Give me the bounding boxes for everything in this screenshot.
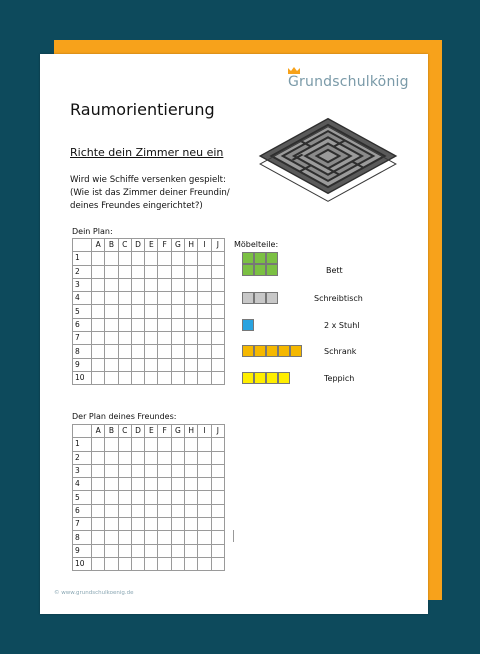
grid-cell[interactable] (92, 557, 105, 570)
grid-cell[interactable] (185, 491, 198, 504)
row-header: 7 (73, 332, 92, 345)
column-header: E (145, 425, 158, 438)
grid-cell[interactable] (145, 504, 158, 517)
grid-cell[interactable] (145, 491, 158, 504)
grid-cell[interactable] (92, 265, 105, 278)
grid-cell[interactable] (131, 557, 144, 570)
grid-cell[interactable] (131, 252, 144, 265)
bett-piece (242, 252, 278, 276)
grid-cell[interactable] (118, 332, 131, 345)
row-header: 4 (73, 292, 92, 305)
teppich-piece (242, 372, 290, 384)
grid-cell[interactable] (118, 265, 131, 278)
grid-cell[interactable] (158, 332, 171, 345)
grid-cell[interactable] (131, 265, 144, 278)
grid-cell[interactable] (171, 504, 184, 517)
grid-cell[interactable] (105, 292, 118, 305)
grid-cell[interactable] (131, 451, 144, 464)
grid-cell[interactable] (131, 478, 144, 491)
grid-cell[interactable] (198, 544, 211, 557)
grid-cell[interactable] (105, 345, 118, 358)
grid-cell[interactable] (118, 531, 131, 544)
grid-row (73, 491, 225, 504)
grid-cell[interactable] (211, 278, 224, 291)
plan1-grid (72, 238, 225, 385)
grid-cell[interactable] (105, 318, 118, 331)
grid-cell[interactable] (145, 358, 158, 371)
grid-cell[interactable] (211, 438, 224, 451)
schreibtisch-label: Schreibtisch (314, 294, 363, 303)
grid-row (73, 451, 225, 464)
grid-cell[interactable] (92, 358, 105, 371)
grid-cell[interactable] (158, 358, 171, 371)
grid-cell[interactable] (118, 278, 131, 291)
grid-cell[interactable] (118, 438, 131, 451)
grid-cell[interactable] (198, 531, 211, 544)
grid-cell[interactable] (158, 305, 171, 318)
grid-cell[interactable] (211, 292, 224, 305)
plan2-grid (72, 424, 225, 571)
grid-cell[interactable] (92, 318, 105, 331)
grid-cell[interactable] (92, 478, 105, 491)
grid-cell[interactable] (131, 318, 144, 331)
grid-cell[interactable] (185, 305, 198, 318)
grid-cell[interactable] (198, 438, 211, 451)
column-header: C (118, 239, 131, 252)
grid-cell[interactable] (171, 278, 184, 291)
grid-row (73, 544, 225, 557)
grid-row (73, 464, 225, 477)
grid-cell[interactable] (131, 278, 144, 291)
grid-row (73, 252, 225, 265)
grid-row (73, 292, 225, 305)
grid-cell[interactable] (158, 265, 171, 278)
plan1-header-row (73, 239, 225, 252)
grid-cell[interactable] (158, 318, 171, 331)
grid-corner-cell (73, 425, 92, 438)
grid-cell[interactable] (92, 332, 105, 345)
teppich-label: Teppich (324, 374, 355, 383)
grid-cell[interactable] (211, 332, 224, 345)
grid-cell[interactable] (118, 451, 131, 464)
grid-cell[interactable] (145, 292, 158, 305)
grid-cell[interactable] (158, 371, 171, 384)
grid-cell[interactable] (131, 332, 144, 345)
row-header: 10 (73, 371, 92, 384)
grid-cell[interactable] (158, 504, 171, 517)
grid-cell[interactable] (171, 491, 184, 504)
grid-cell[interactable] (198, 278, 211, 291)
grid-cell[interactable] (158, 518, 171, 531)
grid-cell[interactable] (118, 292, 131, 305)
text-cursor (233, 530, 234, 542)
schrank-label: Schrank (324, 347, 357, 356)
stuhl-label: 2 x Stuhl (324, 321, 360, 330)
grid-cell[interactable] (211, 464, 224, 477)
column-header: A (92, 425, 105, 438)
column-header: D (131, 425, 144, 438)
grid-cell[interactable] (171, 305, 184, 318)
column-header: G (171, 239, 184, 252)
column-header: D (131, 239, 144, 252)
row-header: 3 (73, 464, 92, 477)
grid-cell[interactable] (211, 345, 224, 358)
grid-cell[interactable] (158, 478, 171, 491)
plan2-header-row (73, 425, 225, 438)
grid-cell[interactable] (211, 557, 224, 570)
grid-cell[interactable] (211, 531, 224, 544)
grid-cell[interactable] (105, 358, 118, 371)
grid-cell[interactable] (171, 345, 184, 358)
grid-cell[interactable] (92, 252, 105, 265)
furniture-heading: Möbelteile: (234, 240, 279, 249)
grid-cell[interactable] (131, 305, 144, 318)
grid-cell[interactable] (145, 265, 158, 278)
grid-cell[interactable] (145, 305, 158, 318)
grid-cell[interactable] (145, 464, 158, 477)
grid-cell[interactable] (131, 292, 144, 305)
grid-cell[interactable] (105, 531, 118, 544)
grid-cell[interactable] (185, 318, 198, 331)
grid-cell[interactable] (198, 557, 211, 570)
row-header: 4 (73, 478, 92, 491)
grid-row (73, 478, 225, 491)
grid-cell[interactable] (92, 292, 105, 305)
row-header: 5 (73, 305, 92, 318)
grid-cell[interactable] (198, 371, 211, 384)
grid-cell[interactable] (158, 438, 171, 451)
grid-cell[interactable] (171, 544, 184, 557)
grid-cell[interactable] (105, 557, 118, 570)
column-header: C (118, 425, 131, 438)
grid-cell[interactable] (92, 504, 105, 517)
grid-cell[interactable] (92, 518, 105, 531)
grid-row (73, 518, 225, 531)
grid-row (73, 557, 225, 570)
grid-cell[interactable] (145, 478, 158, 491)
grid-cell[interactable] (145, 345, 158, 358)
grid-cell[interactable] (131, 358, 144, 371)
grid-cell[interactable] (158, 451, 171, 464)
row-header: 6 (73, 504, 92, 517)
grid-cell[interactable] (185, 371, 198, 384)
row-header: 8 (73, 345, 92, 358)
row-header: 1 (73, 252, 92, 265)
column-header: H (185, 239, 198, 252)
grid-cell[interactable] (171, 464, 184, 477)
grid-cell[interactable] (185, 265, 198, 278)
column-header: I (198, 425, 211, 438)
grid-cell[interactable] (118, 252, 131, 265)
grid-cell[interactable] (105, 518, 118, 531)
grid-cell[interactable] (198, 318, 211, 331)
grid-cell[interactable] (118, 504, 131, 517)
grid-cell[interactable] (211, 252, 224, 265)
grid-cell[interactable] (171, 292, 184, 305)
grid-cell[interactable] (131, 531, 144, 544)
grid-cell[interactable] (185, 504, 198, 517)
grid-cell[interactable] (105, 265, 118, 278)
grid-cell[interactable] (198, 332, 211, 345)
grid-cell[interactable] (185, 464, 198, 477)
grid-cell[interactable] (171, 358, 184, 371)
grid-cell[interactable] (145, 451, 158, 464)
row-header: 8 (73, 531, 92, 544)
grid-cell[interactable] (105, 332, 118, 345)
column-header: I (198, 239, 211, 252)
grid-cell[interactable] (92, 451, 105, 464)
grid-cell[interactable] (171, 318, 184, 331)
grid-cell[interactable] (171, 438, 184, 451)
grid-cell[interactable] (198, 518, 211, 531)
row-header: 5 (73, 491, 92, 504)
crown-icon (288, 67, 300, 74)
grid-cell[interactable] (185, 518, 198, 531)
grid-cell[interactable] (145, 531, 158, 544)
grid-cell[interactable] (185, 292, 198, 305)
grid-row (73, 358, 225, 371)
grid-cell[interactable] (185, 252, 198, 265)
grid-cell[interactable] (118, 518, 131, 531)
grid-cell[interactable] (211, 544, 224, 557)
grid-cell[interactable] (118, 371, 131, 384)
grid-cell[interactable] (171, 371, 184, 384)
grid-cell[interactable] (198, 358, 211, 371)
grid-cell[interactable] (185, 478, 198, 491)
grid-cell[interactable] (92, 464, 105, 477)
brand-logo: Grundschulkönig (288, 74, 409, 90)
grid-cell[interactable] (131, 544, 144, 557)
grid-cell[interactable] (118, 358, 131, 371)
column-header: J (211, 425, 224, 438)
worksheet-page (40, 54, 428, 614)
column-header: B (105, 425, 118, 438)
grid-cell[interactable] (131, 371, 144, 384)
column-header: G (171, 425, 184, 438)
grid-cell[interactable] (171, 332, 184, 345)
stuhl-piece (242, 319, 254, 331)
maze-illustration (250, 106, 400, 216)
column-header: H (185, 425, 198, 438)
grid-row (73, 265, 225, 278)
row-header: 2 (73, 451, 92, 464)
grid-cell[interactable] (171, 451, 184, 464)
row-header: 2 (73, 265, 92, 278)
row-header: 6 (73, 318, 92, 331)
row-header: 1 (73, 438, 92, 451)
grid-cell[interactable] (131, 464, 144, 477)
grid-cell[interactable] (158, 278, 171, 291)
grid-cell[interactable] (131, 345, 144, 358)
grid-cell[interactable] (105, 464, 118, 477)
grid-cell[interactable] (158, 464, 171, 477)
grid-cell[interactable] (158, 345, 171, 358)
grid-cell[interactable] (145, 332, 158, 345)
grid-cell[interactable] (171, 518, 184, 531)
schreibtisch-piece (242, 292, 278, 304)
instructions-text: Wird wie Schiffe versenken gespielt: (Wie ist das Zimmer deiner Freundin/ deines Freundes eingerichtet?) (70, 175, 230, 211)
grid-cell[interactable] (198, 265, 211, 278)
grid-row (73, 371, 225, 384)
grid-cell[interactable] (198, 464, 211, 477)
grid-cell[interactable] (158, 252, 171, 265)
grid-cell[interactable] (185, 358, 198, 371)
grid-cell[interactable] (118, 305, 131, 318)
grid-cell[interactable] (211, 371, 224, 384)
grid-cell[interactable] (198, 305, 211, 318)
grid-cell[interactable] (171, 557, 184, 570)
grid-cell[interactable] (105, 478, 118, 491)
page-subtitle: Richte dein Zimmer neu ein (70, 146, 224, 159)
grid-cell[interactable] (198, 504, 211, 517)
grid-cell[interactable] (105, 451, 118, 464)
grid-cell[interactable] (158, 292, 171, 305)
grid-cell[interactable] (92, 438, 105, 451)
grid-cell[interactable] (198, 491, 211, 504)
grid-cell[interactable] (211, 518, 224, 531)
grid-cell[interactable] (198, 252, 211, 265)
grid-cell[interactable] (171, 478, 184, 491)
grid-cell[interactable] (211, 265, 224, 278)
grid-cell[interactable] (118, 544, 131, 557)
grid-cell[interactable] (105, 504, 118, 517)
grid-cell[interactable] (145, 278, 158, 291)
grid-cell[interactable] (211, 491, 224, 504)
grid-cell[interactable] (105, 438, 118, 451)
grid-cell[interactable] (131, 438, 144, 451)
grid-cell[interactable] (185, 451, 198, 464)
grid-cell[interactable] (105, 491, 118, 504)
grid-cell[interactable] (198, 292, 211, 305)
grid-cell[interactable] (118, 464, 131, 477)
column-header: B (105, 239, 118, 252)
grid-cell[interactable] (105, 305, 118, 318)
grid-row (73, 332, 225, 345)
plan2-label: Der Plan deines Freundes: (72, 412, 177, 421)
grid-cell[interactable] (185, 332, 198, 345)
grid-cell[interactable] (105, 278, 118, 291)
grid-cell[interactable] (105, 371, 118, 384)
grid-cell[interactable] (145, 371, 158, 384)
page-title: Raumorientierung (70, 100, 215, 119)
grid-row (73, 278, 225, 291)
plan1-label: Dein Plan: (72, 227, 113, 236)
grid-cell[interactable] (158, 531, 171, 544)
grid-cell[interactable] (92, 491, 105, 504)
grid-cell[interactable] (171, 265, 184, 278)
grid-cell[interactable] (211, 358, 224, 371)
grid-cell[interactable] (145, 438, 158, 451)
grid-corner-cell (73, 239, 92, 252)
grid-cell[interactable] (118, 478, 131, 491)
grid-row (73, 318, 225, 331)
grid-cell[interactable] (185, 557, 198, 570)
column-header: E (145, 239, 158, 252)
grid-row (73, 438, 225, 451)
grid-cell[interactable] (131, 491, 144, 504)
grid-cell[interactable] (171, 252, 184, 265)
grid-cell[interactable] (118, 491, 131, 504)
grid-cell[interactable] (118, 557, 131, 570)
grid-row (73, 504, 225, 517)
grid-cell[interactable] (211, 318, 224, 331)
row-header: 9 (73, 358, 92, 371)
grid-cell[interactable] (185, 278, 198, 291)
grid-cell[interactable] (92, 305, 105, 318)
grid-cell[interactable] (145, 557, 158, 570)
grid-cell[interactable] (185, 531, 198, 544)
row-header: 10 (73, 557, 92, 570)
grid-cell[interactable] (158, 491, 171, 504)
schrank-piece (242, 345, 302, 357)
column-header: F (158, 239, 171, 252)
grid-cell[interactable] (92, 531, 105, 544)
grid-row (73, 305, 225, 318)
grid-cell[interactable] (145, 318, 158, 331)
grid-row (73, 345, 225, 358)
grid-cell[interactable] (105, 252, 118, 265)
grid-cell[interactable] (158, 544, 171, 557)
grid-cell[interactable] (211, 451, 224, 464)
grid-cell[interactable] (118, 345, 131, 358)
grid-cell[interactable] (145, 544, 158, 557)
grid-cell[interactable] (145, 252, 158, 265)
grid-cell[interactable] (92, 544, 105, 557)
grid-cell[interactable] (211, 504, 224, 517)
grid-cell[interactable] (92, 371, 105, 384)
grid-cell[interactable] (211, 478, 224, 491)
column-header: J (211, 239, 224, 252)
grid-cell[interactable] (198, 345, 211, 358)
grid-cell[interactable] (198, 478, 211, 491)
grid-row (73, 531, 225, 544)
footer-copyright: © www.grundschulkoenig.de (54, 590, 134, 596)
grid-cell[interactable] (145, 518, 158, 531)
grid-cell[interactable] (131, 504, 144, 517)
bett-label: Bett (326, 266, 343, 275)
grid-cell[interactable] (92, 278, 105, 291)
grid-cell[interactable] (185, 544, 198, 557)
grid-cell[interactable] (185, 345, 198, 358)
grid-cell[interactable] (198, 451, 211, 464)
grid-cell[interactable] (105, 544, 118, 557)
grid-cell[interactable] (211, 305, 224, 318)
grid-cell[interactable] (158, 557, 171, 570)
grid-cell[interactable] (131, 518, 144, 531)
row-header: 7 (73, 518, 92, 531)
column-header: A (92, 239, 105, 252)
grid-cell[interactable] (185, 438, 198, 451)
row-header: 3 (73, 278, 92, 291)
grid-cell[interactable] (118, 318, 131, 331)
row-header: 9 (73, 544, 92, 557)
column-header: F (158, 425, 171, 438)
grid-cell[interactable] (171, 531, 184, 544)
grid-cell[interactable] (92, 345, 105, 358)
